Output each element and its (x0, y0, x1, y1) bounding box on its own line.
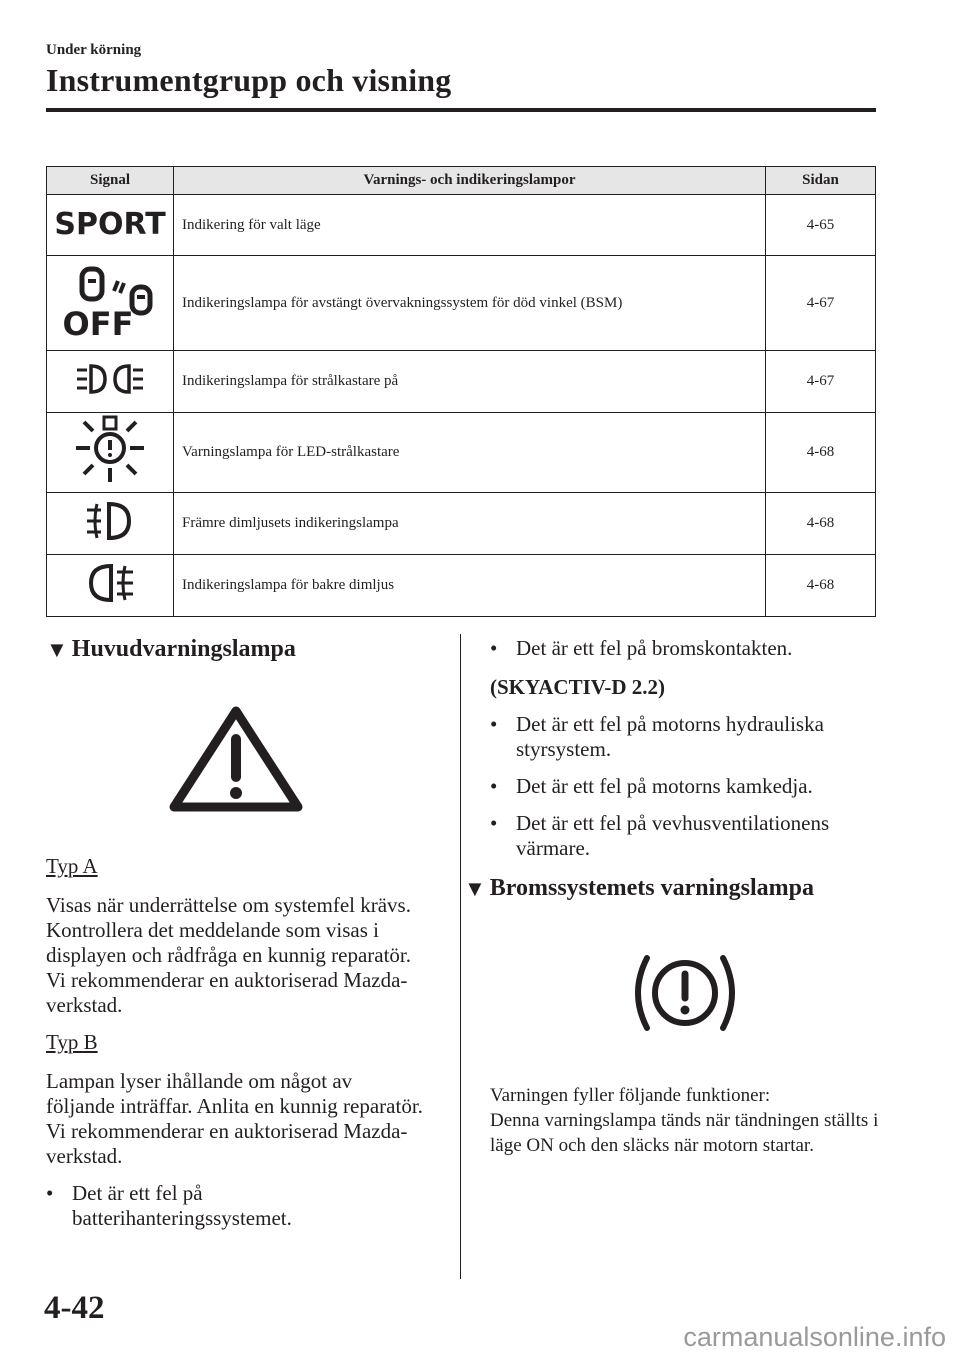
column-header-lamps: Varnings- och indikeringslampor (174, 167, 766, 195)
row-page: 4-68 (766, 413, 876, 493)
table-header-row (47, 167, 876, 195)
typ-a-text2: Kontrollera det meddelande som visas i displayen och rådfråga en kunnig reparatör. Vi rekommenderar en auktoriserad Mazda-verkstad. (46, 918, 412, 1017)
master-warning-heading: ▼ Huvudvarningslampa (46, 636, 296, 662)
row-page: 4-67 (766, 256, 876, 351)
watermark: carmanualsonline.info (683, 1322, 946, 1352)
triangle-bullet-icon: ▼ (464, 875, 486, 901)
right-column (464, 636, 880, 1158)
bullet-dot-icon: • (490, 774, 498, 798)
table-row (47, 555, 876, 617)
row-page: 4-68 (766, 555, 876, 617)
page-title: Instrumentgrupp och visning (46, 62, 452, 98)
brake-text-1: Varningen fyller följande funktioner: (490, 1085, 771, 1106)
bullet-dot-icon: • (490, 636, 498, 660)
table-row (47, 195, 876, 256)
page-number: 4-42 (44, 1290, 105, 1326)
list-item: • Det är ett fel på bromskontakten. (490, 636, 793, 660)
left-column (46, 636, 426, 1231)
row-label: Indikeringslampa för avstängt övervakningssystem för död vinkel (BSM) (174, 256, 766, 351)
column-header-page: Sidan (766, 167, 876, 195)
row-label: Indikeringslampa för bakre dimljus (174, 555, 766, 617)
sport-mode-icon (47, 195, 174, 256)
led-headlight-warning-icon (47, 413, 174, 493)
column-divider (460, 634, 461, 1279)
row-page: 4-65 (766, 195, 876, 256)
bullet-dot-icon: • (490, 712, 498, 736)
section-label: Under körning (46, 42, 142, 58)
position-lights-icon (47, 351, 174, 413)
rear-fog-light-icon (47, 555, 174, 617)
typ-a-text: Visas när underrättelse om systemfel krävs. (46, 893, 411, 917)
list-item: • Det är ett fel på batterihanteringssystemet. (46, 1181, 292, 1230)
row-label: Indikering för valt läge (174, 195, 766, 256)
list-item: • Det är ett fel på vevhusventilationens värmare. (490, 811, 830, 860)
list-item: • Det är ett fel på motorns kamkedja. (490, 774, 813, 798)
table-row (47, 493, 876, 555)
typ-b-label: Typ B (46, 1030, 98, 1054)
row-label: Främre dimljusets indikeringslampa (174, 493, 766, 555)
table-row (47, 351, 876, 413)
list-item: • Det är ett fel på motorns hydrauliska styrsystem. (490, 712, 824, 761)
signal-table (46, 166, 876, 617)
master-warning-icon (46, 703, 426, 820)
brake-text-2: Denna varningslampa tänds när tändningen ställts i läge ON och den släcks när motorn startar. (490, 1110, 879, 1156)
brake-warning-heading: ▼ Bromssystemets varningslampa (464, 875, 815, 901)
svg-text:OFF: OFF (62, 304, 134, 343)
table-row (47, 256, 876, 351)
bullet-dot-icon: • (46, 1181, 54, 1205)
bsm-off-icon (47, 256, 174, 351)
row-label: Varningslampa för LED-strålkastare (174, 413, 766, 493)
front-fog-light-icon (47, 493, 174, 555)
title-rule (46, 108, 876, 112)
svg-text:SPORT: SPORT (54, 206, 166, 242)
bullet-dot-icon: • (490, 811, 498, 835)
triangle-bullet-icon: ▼ (46, 636, 68, 662)
typ-a-label: Typ A (46, 854, 98, 878)
row-page: 4-67 (766, 351, 876, 413)
row-page: 4-68 (766, 493, 876, 555)
engine-variant-label: (SKYACTIV-D 2.2) (490, 675, 666, 699)
row-label: Indikeringslampa för strålkastare på (174, 351, 766, 413)
column-header-signal: Signal (47, 167, 174, 195)
typ-b-text: Lampan lyser ihållande om något av följande inträffar. Anlita en kunnig reparatör. Vi rekommenderar en auktoriserad Mazda-verkstad. (46, 1069, 423, 1168)
table-row (47, 413, 876, 493)
brake-warning-icon (490, 950, 880, 1041)
